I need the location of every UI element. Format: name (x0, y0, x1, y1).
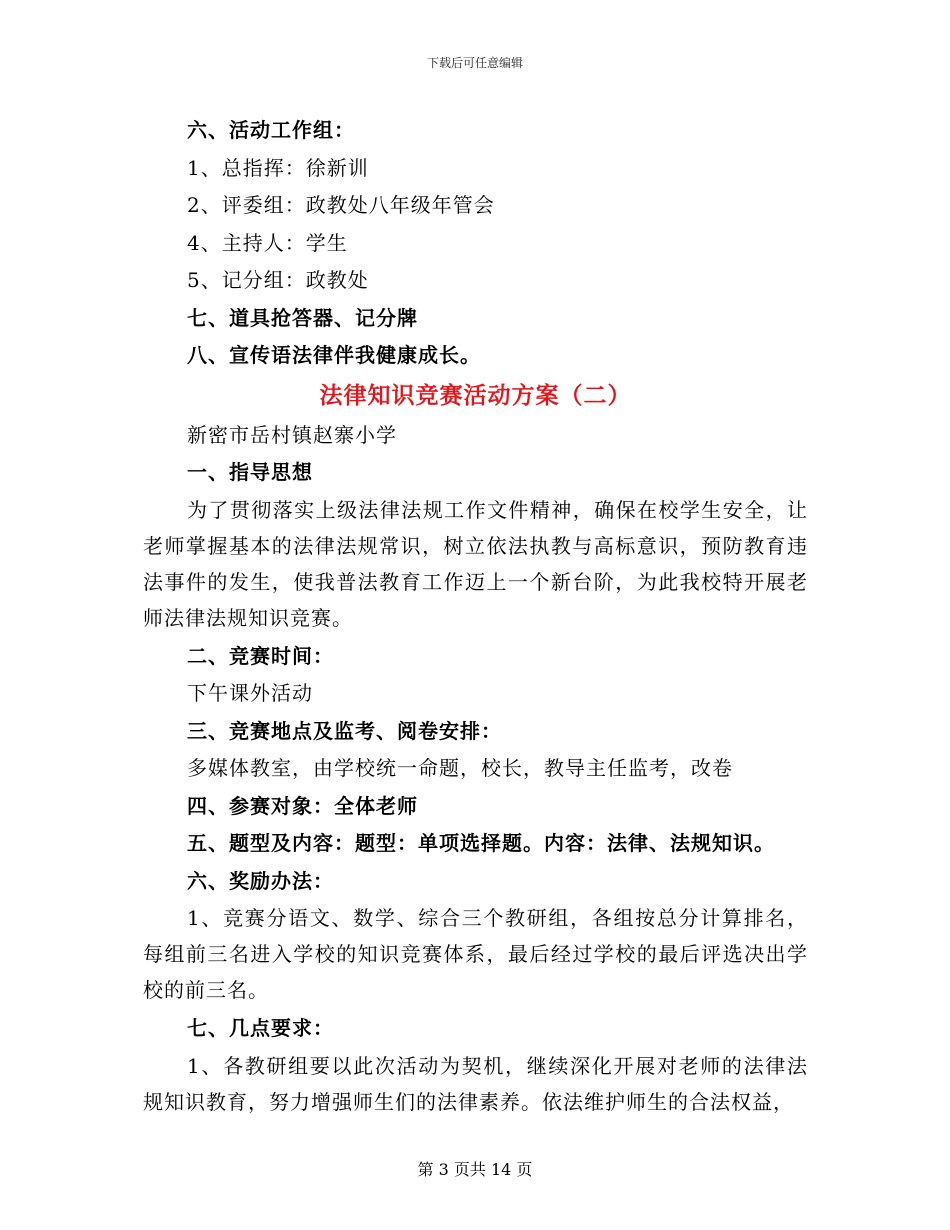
section-heading-question-type: 五、题型及内容：题型：单项选择题。内容：法律、法规知识。 (187, 831, 775, 855)
section-heading-location: 三、竞赛地点及监考、阅卷安排： (187, 718, 502, 743)
school-name: 新密市岳村镇赵寨小学 (187, 422, 397, 447)
rewards-paragraph: 1、竞赛分语文、数学、综合三个教研组，各组按总分计算排名，每组前三名进入学校的知识竞赛体系，最后经过学校的最后评选决出学校的前三名。 (143, 906, 808, 1002)
work-group-item: 1、总指挥：徐新训 (187, 155, 369, 180)
document-title: 法律知识竞赛活动方案（二） (319, 381, 632, 409)
section-heading-time: 二、竞赛时间： (187, 643, 334, 668)
section-heading-slogan: 八、宣传语法律伴我健康成长。 (187, 343, 481, 367)
work-group-item: 5、记分组：政教处 (187, 268, 369, 292)
section-heading-requirements: 七、几点要求： (187, 1016, 334, 1040)
location-text: 多媒体教室，由学校统一命题，校长，教导主任监考，改卷 (187, 756, 733, 780)
section-heading-work-group: 六、活动工作组： (187, 118, 355, 142)
requirements-paragraph: 1、各教研组要以此次活动为契机，继续深化开展对老师的法律法规知识教育，努力增强师生们的法律素养。依法维护师生的合法权益， (143, 1053, 808, 1114)
section-heading-props: 七、道具抢答器、记分牌 (187, 305, 418, 330)
section-heading-guiding: 一、指导思想 (187, 460, 313, 484)
page-header: 下载后可任意编辑 (426, 56, 523, 70)
section-heading-rewards: 六、奖励办法： (187, 868, 334, 893)
time-text: 下午课外活动 (187, 681, 313, 705)
page-footer: 第 3 页共 14 页 (417, 1160, 533, 1179)
document-body (143, 112, 808, 1122)
guiding-paragraph: 为了贯彻落实上级法律法规工作文件精神，确保在校学生安全，让老师掌握基本的法律法规常识，树立依法执教与高标意识，预防教育违法事件的发生，使我普法教育工作迈上一个新台阶，为此我校特开展老师法律法规知识竞赛。 (143, 497, 808, 630)
section-heading-participants: 四、参赛对象：全体老师 (187, 793, 418, 818)
work-group-item: 2、评委组：政教处八年级年管会 (187, 193, 495, 217)
work-group-item: 4、主持人：学生 (187, 230, 348, 255)
